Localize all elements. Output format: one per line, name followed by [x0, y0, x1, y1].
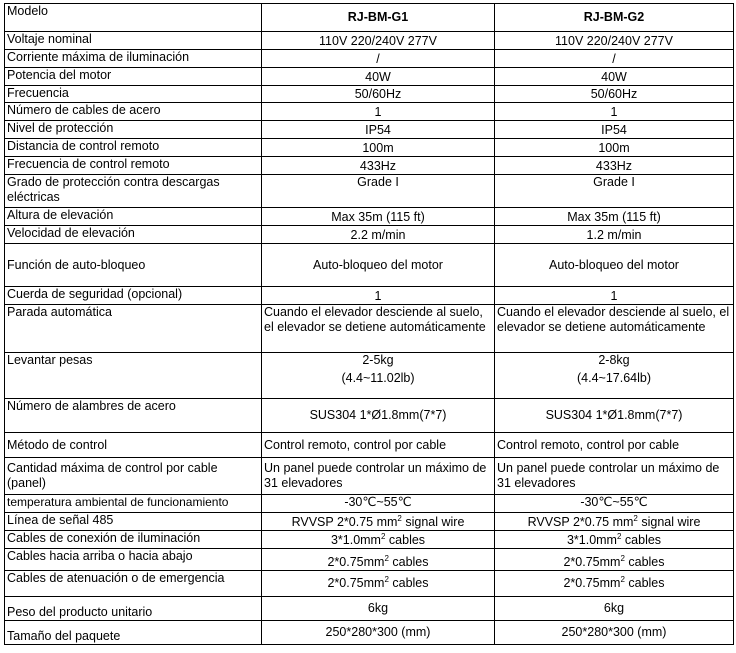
value-text: RVVSP 2*0.75 mm: [527, 515, 634, 529]
value-text: signal wire: [637, 515, 701, 529]
row-label: Cables de atenuación o de emergencia: [5, 571, 262, 597]
cell-g2: 110V 220/240V 277V: [495, 32, 734, 50]
superscript: 2: [380, 531, 386, 541]
table-row: [5, 433, 734, 458]
cell-g2: Auto-bloqueo del motor: [495, 244, 734, 287]
cell-g2: Control remoto, control por cable: [495, 433, 734, 458]
row-label: Modelo: [5, 4, 262, 32]
superscript: 2: [616, 531, 622, 541]
row-label: Línea de señal 485: [5, 513, 262, 531]
cell-g2: 250*280*300 (mm): [495, 621, 734, 645]
table-row: [5, 86, 734, 103]
table-row: [5, 103, 734, 121]
table-row: [5, 513, 734, 531]
cell-g2: /: [495, 50, 734, 68]
cell-g1: [262, 571, 495, 597]
row-label: Corriente máxima de iluminación: [5, 50, 262, 68]
cell-g1: 1: [262, 103, 495, 121]
value-text: 2*0.75mm: [327, 555, 385, 569]
cell-g2: Max 35m (115 ft): [495, 208, 734, 226]
weight-value: 2-8kg: [598, 353, 630, 367]
table-row: [5, 458, 734, 495]
table-row: [5, 287, 734, 305]
cell-g1: [262, 513, 495, 531]
row-label: Frecuencia: [5, 86, 262, 103]
cell-g2: 433Hz: [495, 157, 734, 175]
row-label: Tamaño del paquete: [5, 621, 262, 645]
cell-g2: [495, 571, 734, 597]
row-label: Nivel de protección: [5, 121, 262, 139]
cell-g2: [495, 549, 734, 571]
cell-g2: 1: [495, 103, 734, 121]
row-label: Velocidad de elevación: [5, 226, 262, 244]
table-row: [5, 68, 734, 86]
value-text: 2*0.75mm: [327, 576, 385, 590]
cell-g1: 433Hz: [262, 157, 495, 175]
cell-g1: SUS304 1*Ø1.8mm(7*7): [262, 399, 495, 433]
value-text: RVVSP 2*0.75 mm: [291, 515, 398, 529]
cell-g1: [262, 531, 495, 549]
cell-g1: 250*280*300 (mm): [262, 621, 495, 645]
row-label: Frecuencia de control remoto: [5, 157, 262, 175]
table-row: [5, 157, 734, 175]
table-row: [5, 353, 734, 399]
row-label: Voltaje nominal: [5, 32, 262, 50]
cell-g1: [262, 353, 495, 399]
cell-g1: Max 35m (115 ft): [262, 208, 495, 226]
cell-g1: Cuando el elevador desciende al suelo, el elevador se detiene automáticamente: [262, 305, 495, 353]
row-label: Distancia de control remoto: [5, 139, 262, 157]
superscript: 2: [633, 513, 638, 523]
model-g1-header: RJ-BM-G1: [262, 4, 495, 32]
table-row: [5, 175, 734, 208]
cell-g1: 100m: [262, 139, 495, 157]
row-label: Cables hacia arriba o hacia abajo: [5, 549, 262, 571]
cell-g2: 1: [495, 287, 734, 305]
value-text: 3*1.0mm: [330, 533, 381, 547]
superscript: 2: [397, 513, 402, 523]
table-row: [5, 50, 734, 68]
table-row: [5, 208, 734, 226]
row-label: Altura de elevación: [5, 208, 262, 226]
table-row: [5, 549, 734, 571]
weight-lb-value: (4.4~11.02lb): [341, 371, 415, 385]
cell-g2: -30℃~55℃: [495, 495, 734, 513]
cell-g1: Control remoto, control por cable: [262, 433, 495, 458]
table-row: [5, 4, 734, 32]
cell-g2: [495, 353, 734, 399]
cell-g1: Grade I: [262, 175, 495, 208]
table-row: [5, 305, 734, 353]
value-text: cables: [624, 576, 665, 590]
value-text: cables: [385, 533, 426, 547]
row-label: Parada automática: [5, 305, 262, 353]
row-label: Número de alambres de acero: [5, 399, 262, 433]
cell-g2: [495, 513, 734, 531]
cell-g2: SUS304 1*Ø1.8mm(7*7): [495, 399, 734, 433]
cell-g1: 1: [262, 287, 495, 305]
cell-g1: /: [262, 50, 495, 68]
cell-g1: 110V 220/240V 277V: [262, 32, 495, 50]
cell-g2: 1.2 m/min: [495, 226, 734, 244]
value-text: signal wire: [401, 515, 465, 529]
superscript: 2: [384, 574, 389, 584]
row-label: Función de auto-bloqueo: [5, 244, 262, 287]
superscript: 2: [384, 553, 389, 563]
value-text: 2*0.75mm: [563, 555, 621, 569]
row-label: Grado de protección contra descargas eléctricas: [5, 175, 262, 208]
value-text: 3*1.0mm: [566, 533, 617, 547]
superscript: 2: [620, 574, 625, 584]
cell-g1: 40W: [262, 68, 495, 86]
cell-g1: IP54: [262, 121, 495, 139]
table-row: [5, 32, 734, 50]
cell-g1: [262, 549, 495, 571]
value-text: cables: [621, 533, 662, 547]
cell-g1: -30℃~55℃: [262, 495, 495, 513]
cell-g1: Auto-bloqueo del motor: [262, 244, 495, 287]
row-label: Número de cables de acero: [5, 103, 262, 121]
cell-g2: 6kg: [495, 597, 734, 621]
table-row: [5, 226, 734, 244]
cell-g1: 6kg: [262, 597, 495, 621]
table-row: [5, 139, 734, 157]
table-row: [5, 621, 734, 645]
table-row: [5, 121, 734, 139]
value-text: cables: [624, 555, 665, 569]
value-text: cables: [388, 576, 429, 590]
cell-g2: Un panel puede controlar un máximo de 31 elevadores: [495, 458, 734, 495]
model-g2-header: RJ-BM-G2: [495, 4, 734, 32]
row-label: temperatura ambiental de funcionamiento: [5, 495, 262, 513]
cell-g1: Un panel puede controlar un máximo de 31 elevadores: [262, 458, 495, 495]
row-label: Levantar pesas: [5, 353, 262, 399]
cell-g1: 2.2 m/min: [262, 226, 495, 244]
weight-value: 2-5kg: [362, 353, 394, 367]
value-text: cables: [388, 555, 429, 569]
weight-lb-value: (4.4~17.64lb): [576, 371, 651, 385]
row-label: Peso del producto unitario: [5, 597, 262, 621]
cell-g2: IP54: [495, 121, 734, 139]
cell-g1: 50/60Hz: [262, 86, 495, 103]
row-label: Cantidad máxima de control por cable (panel): [5, 458, 262, 495]
cell-g2: Cuando el elevador desciende al suelo, el elevador se detiene automáticamente: [495, 305, 734, 353]
cell-g2: 40W: [495, 68, 734, 86]
superscript: 2: [620, 553, 625, 563]
value-text: 2*0.75mm: [563, 576, 621, 590]
table-row: [5, 571, 734, 597]
table-row: [5, 244, 734, 287]
row-label: Potencia del motor: [5, 68, 262, 86]
cell-g2: [495, 531, 734, 549]
table-row: [5, 495, 734, 513]
row-label: Método de control: [5, 433, 262, 458]
cell-g2: 50/60Hz: [495, 86, 734, 103]
cell-g2: 100m: [495, 139, 734, 157]
row-label: Cables de conexión de iluminación: [5, 531, 262, 549]
table-row: [5, 531, 734, 549]
spec-table: [4, 3, 734, 645]
table-row: [5, 399, 734, 433]
cell-g2: Grade I: [495, 175, 734, 208]
table-row: [5, 597, 734, 621]
row-label: Cuerda de seguridad (opcional): [5, 287, 262, 305]
